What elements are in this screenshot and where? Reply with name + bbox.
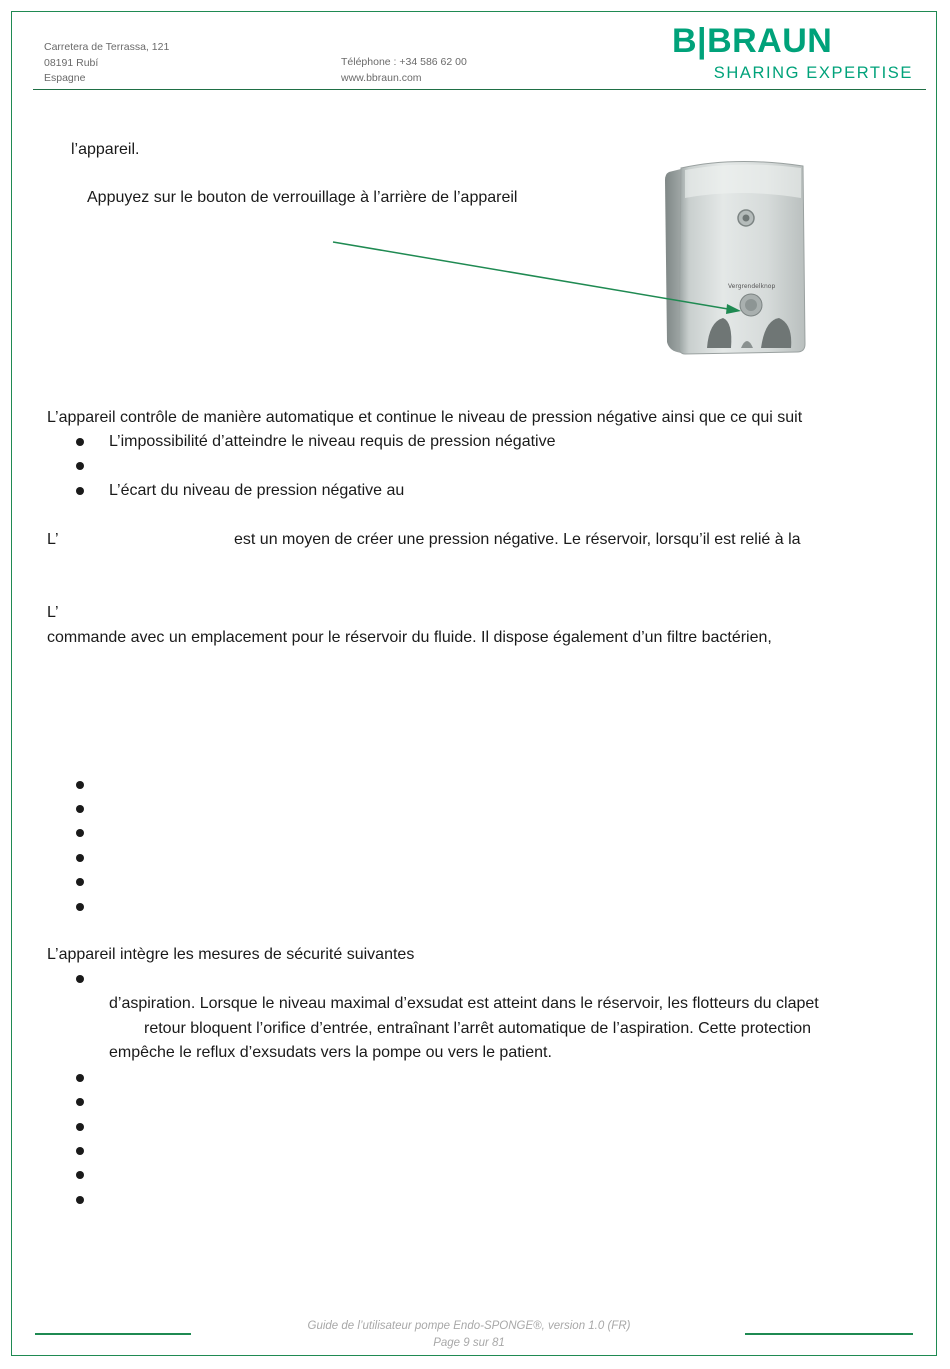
bullet [76, 829, 84, 837]
address-city: 08191 Rubí [44, 56, 99, 69]
para-prefix-1: L’ [47, 531, 59, 548]
safety-intro: L’appareil intègre les mesures de sécurité suivantes [47, 946, 415, 963]
footer-guide-title: Guide de l’utilisateur pompe Endo-SPONGE®, version 1.0 (FR) [307, 1320, 631, 1332]
contact-phone: Téléphone : +34 586 62 00 [341, 56, 467, 68]
safety-line-3: empêche le reflux d’exsudats vers la pompe ou vers le patient. [109, 1044, 552, 1061]
logo-wordmark: B|BRAUN [672, 22, 833, 60]
bullet [76, 878, 84, 886]
lock-button-instruction: Appuyez sur le bouton de verrouillage à l’arrière de l’appareil [87, 189, 518, 206]
bullet [76, 854, 84, 862]
bullet [76, 462, 84, 470]
bullet [76, 1147, 84, 1155]
bullet [76, 438, 84, 446]
bullet [76, 1171, 84, 1179]
para-prefix-2: L’ [47, 604, 59, 621]
bullet [76, 903, 84, 911]
footer-page-number: Page 9 sur 81 [433, 1337, 505, 1349]
safety-line-1: d’aspiration. Lorsque le niveau maximal d’exsudat est atteint dans le réservoir, les flotteurs du clapet [109, 995, 819, 1012]
bullet [76, 1098, 84, 1106]
logo-tagline: SHARING EXPERTISE [713, 64, 913, 82]
para-pressure-text: est un moyen de créer une pression négative. Le réservoir, lorsqu’il est relié à la [234, 531, 801, 548]
device-illustration [655, 158, 815, 358]
bullet [76, 975, 84, 983]
bullet [76, 1123, 84, 1131]
bbraun-logo [672, 22, 917, 86]
monitor-item-3: L’écart du niveau de pression négative au [109, 482, 405, 499]
monitor-item-1: L’impossibilité d’atteindre le niveau requis de pression négative [109, 433, 556, 450]
company-address [44, 40, 169, 87]
footer-rule-left [35, 1333, 191, 1335]
company-contact [341, 55, 467, 86]
safety-line-2: retour bloquent l’orifice d’entrée, entraînant l’arrêt automatique de l’aspiration. Cette protection [144, 1020, 812, 1037]
bullet [76, 781, 84, 789]
bullet [76, 1074, 84, 1082]
address-street: Carretera de Terrassa, 121 [44, 41, 170, 53]
bullet [76, 1196, 84, 1204]
contact-website: www.bbraun.com [341, 71, 422, 84]
bullet [76, 487, 84, 495]
monitor-intro: L’appareil contrôle de manière automatique et continue le niveau de pression négative ainsi que ce qui suit [47, 409, 803, 426]
footer-rule-right [745, 1333, 913, 1335]
para-commande-text: commande avec un emplacement pour le réservoir du fluide. Il dispose également d’un filtre bactérien, [47, 629, 772, 646]
bullet [76, 805, 84, 813]
address-country: Espagne [44, 72, 86, 84]
device-lock-label: Vergrendelknop [728, 283, 776, 290]
header-divider [33, 89, 926, 90]
text-appareil: l’appareil. [71, 141, 140, 158]
